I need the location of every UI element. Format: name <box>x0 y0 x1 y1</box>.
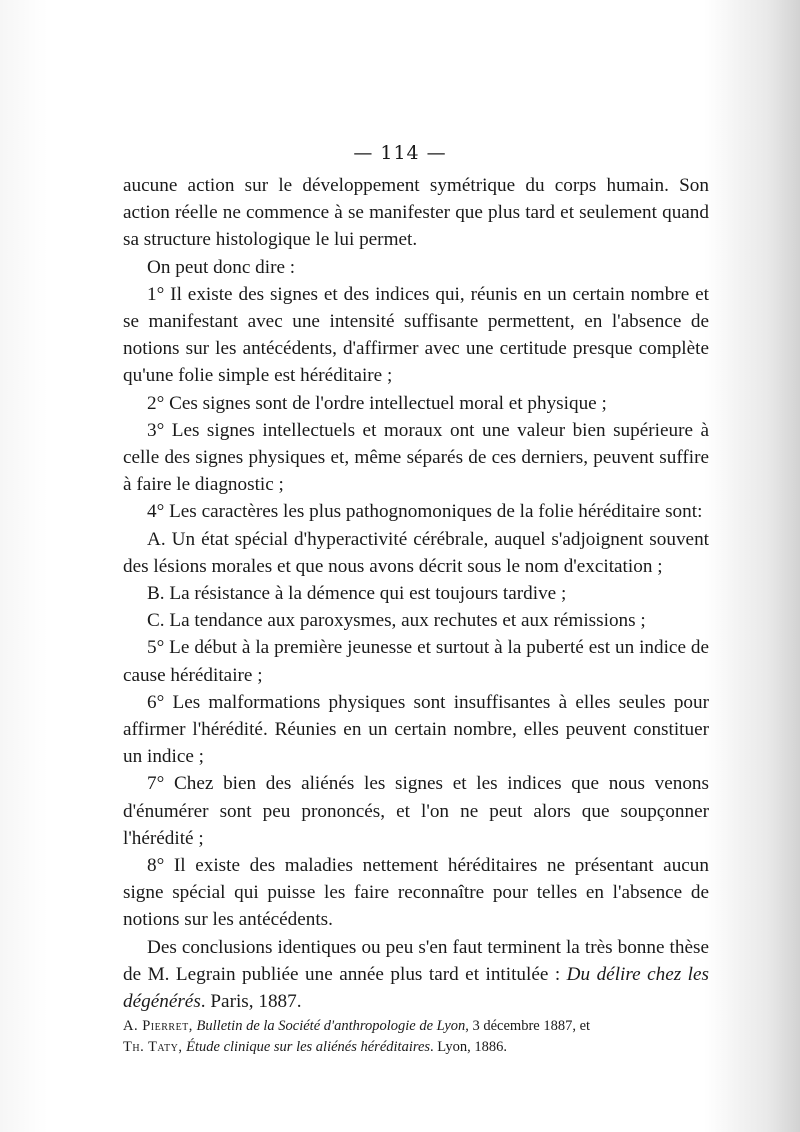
footnotes <box>123 1016 723 1058</box>
legrain-text-end: . Paris, 1887. <box>200 991 302 1013</box>
footnote-title: Étude clinique sur les aliénés héréditaires <box>186 1039 431 1055</box>
footnote-rest: , 3 décembre 1887, et <box>465 1018 591 1034</box>
conclusion-4: 4° Les caractères les plus pathognomoniques de la folie héréditaire sont: <box>147 501 703 523</box>
main-text <box>123 172 709 1015</box>
conclusion-3: 3° Les signes intellectuels et moraux ont une valeur bien supérieure à celle des signes physiques et, même séparés de ces derniers, peuvent suffire à faire le diagnostic ; <box>123 419 709 496</box>
conclusion-2: 2° Ces signes sont de l'ordre intellectuel moral et physique ; <box>147 392 607 414</box>
footnote-1 <box>123 1016 723 1037</box>
paragraph-legrain <box>123 934 709 1016</box>
conclusion-5: 5° Le début à la première jeunesse et surtout à la puberté est un indice de cause héréditaire ; <box>123 637 709 686</box>
paragraph-intro: On peut donc dire : <box>147 256 296 278</box>
legrain-text: Des conclusions identiques ou peu s'en faut terminent la très bonne thèse de M. Legrain publiée une année plus tard et intitulée : <box>123 936 709 985</box>
conclusion-4a: A. Un état spécial d'hyperactivité cérébrale, auquel s'adjoignent souvent des lésions morales et que nous avons décrit sous le nom d'excitation ; <box>123 528 709 577</box>
conclusion-6: 6° Les malformations physiques sont insuffisantes à elles seules pour affirmer l'hérédité. Réunies en un certain nombre, elles peuvent constituer un indice ; <box>123 691 709 768</box>
footnote-title: Bulletin de la Société d'anthropologie de Lyon <box>196 1018 466 1034</box>
footnote-author: Th. Taty, <box>123 1039 183 1055</box>
footnote-2 <box>123 1037 723 1058</box>
legrain-thesis-title: Du délire chez les dégénérés <box>123 963 709 1013</box>
conclusion-4b: B. La résistance à la démence qui est toujours tardive ; <box>147 583 567 605</box>
footnote-rest: . Lyon, 1886. <box>430 1039 507 1055</box>
footnote-author: A. Pierret, <box>123 1018 193 1034</box>
paragraph-continuation: aucune action sur le développement symétrique du corps humain. Son action réelle ne commence à se manifester que plus tard et seulement quand sa structure histologique le lui permet. <box>123 175 709 251</box>
conclusion-1: 1° Il existe des signes et des indices qui, réunis en un certain nombre et se manifestant avec une intensité suffisante permettent, en l'absence de notions sur les antécédents, d'affirmer avec une certitude presque complète qu'une folie simple est héréditaire ; <box>123 283 709 387</box>
conclusion-8: 8° Il existe des maladies nettement héréditaires ne présentant aucun signe spécial qui puisse les faire reconnaître pour telles en l'absence de notions sur les antécédents. <box>123 855 709 931</box>
page-number: — 114 — <box>353 142 447 164</box>
conclusion-4c: C. La tendance aux paroxysmes, aux rechutes et aux rémissions ; <box>147 610 646 632</box>
conclusion-7: 7° Chez bien des aliénés les signes et les indices que nous venons d'énumérer sont peu prononcés, et l'on ne peut alors que soupçonner l'hérédité ; <box>123 773 709 849</box>
